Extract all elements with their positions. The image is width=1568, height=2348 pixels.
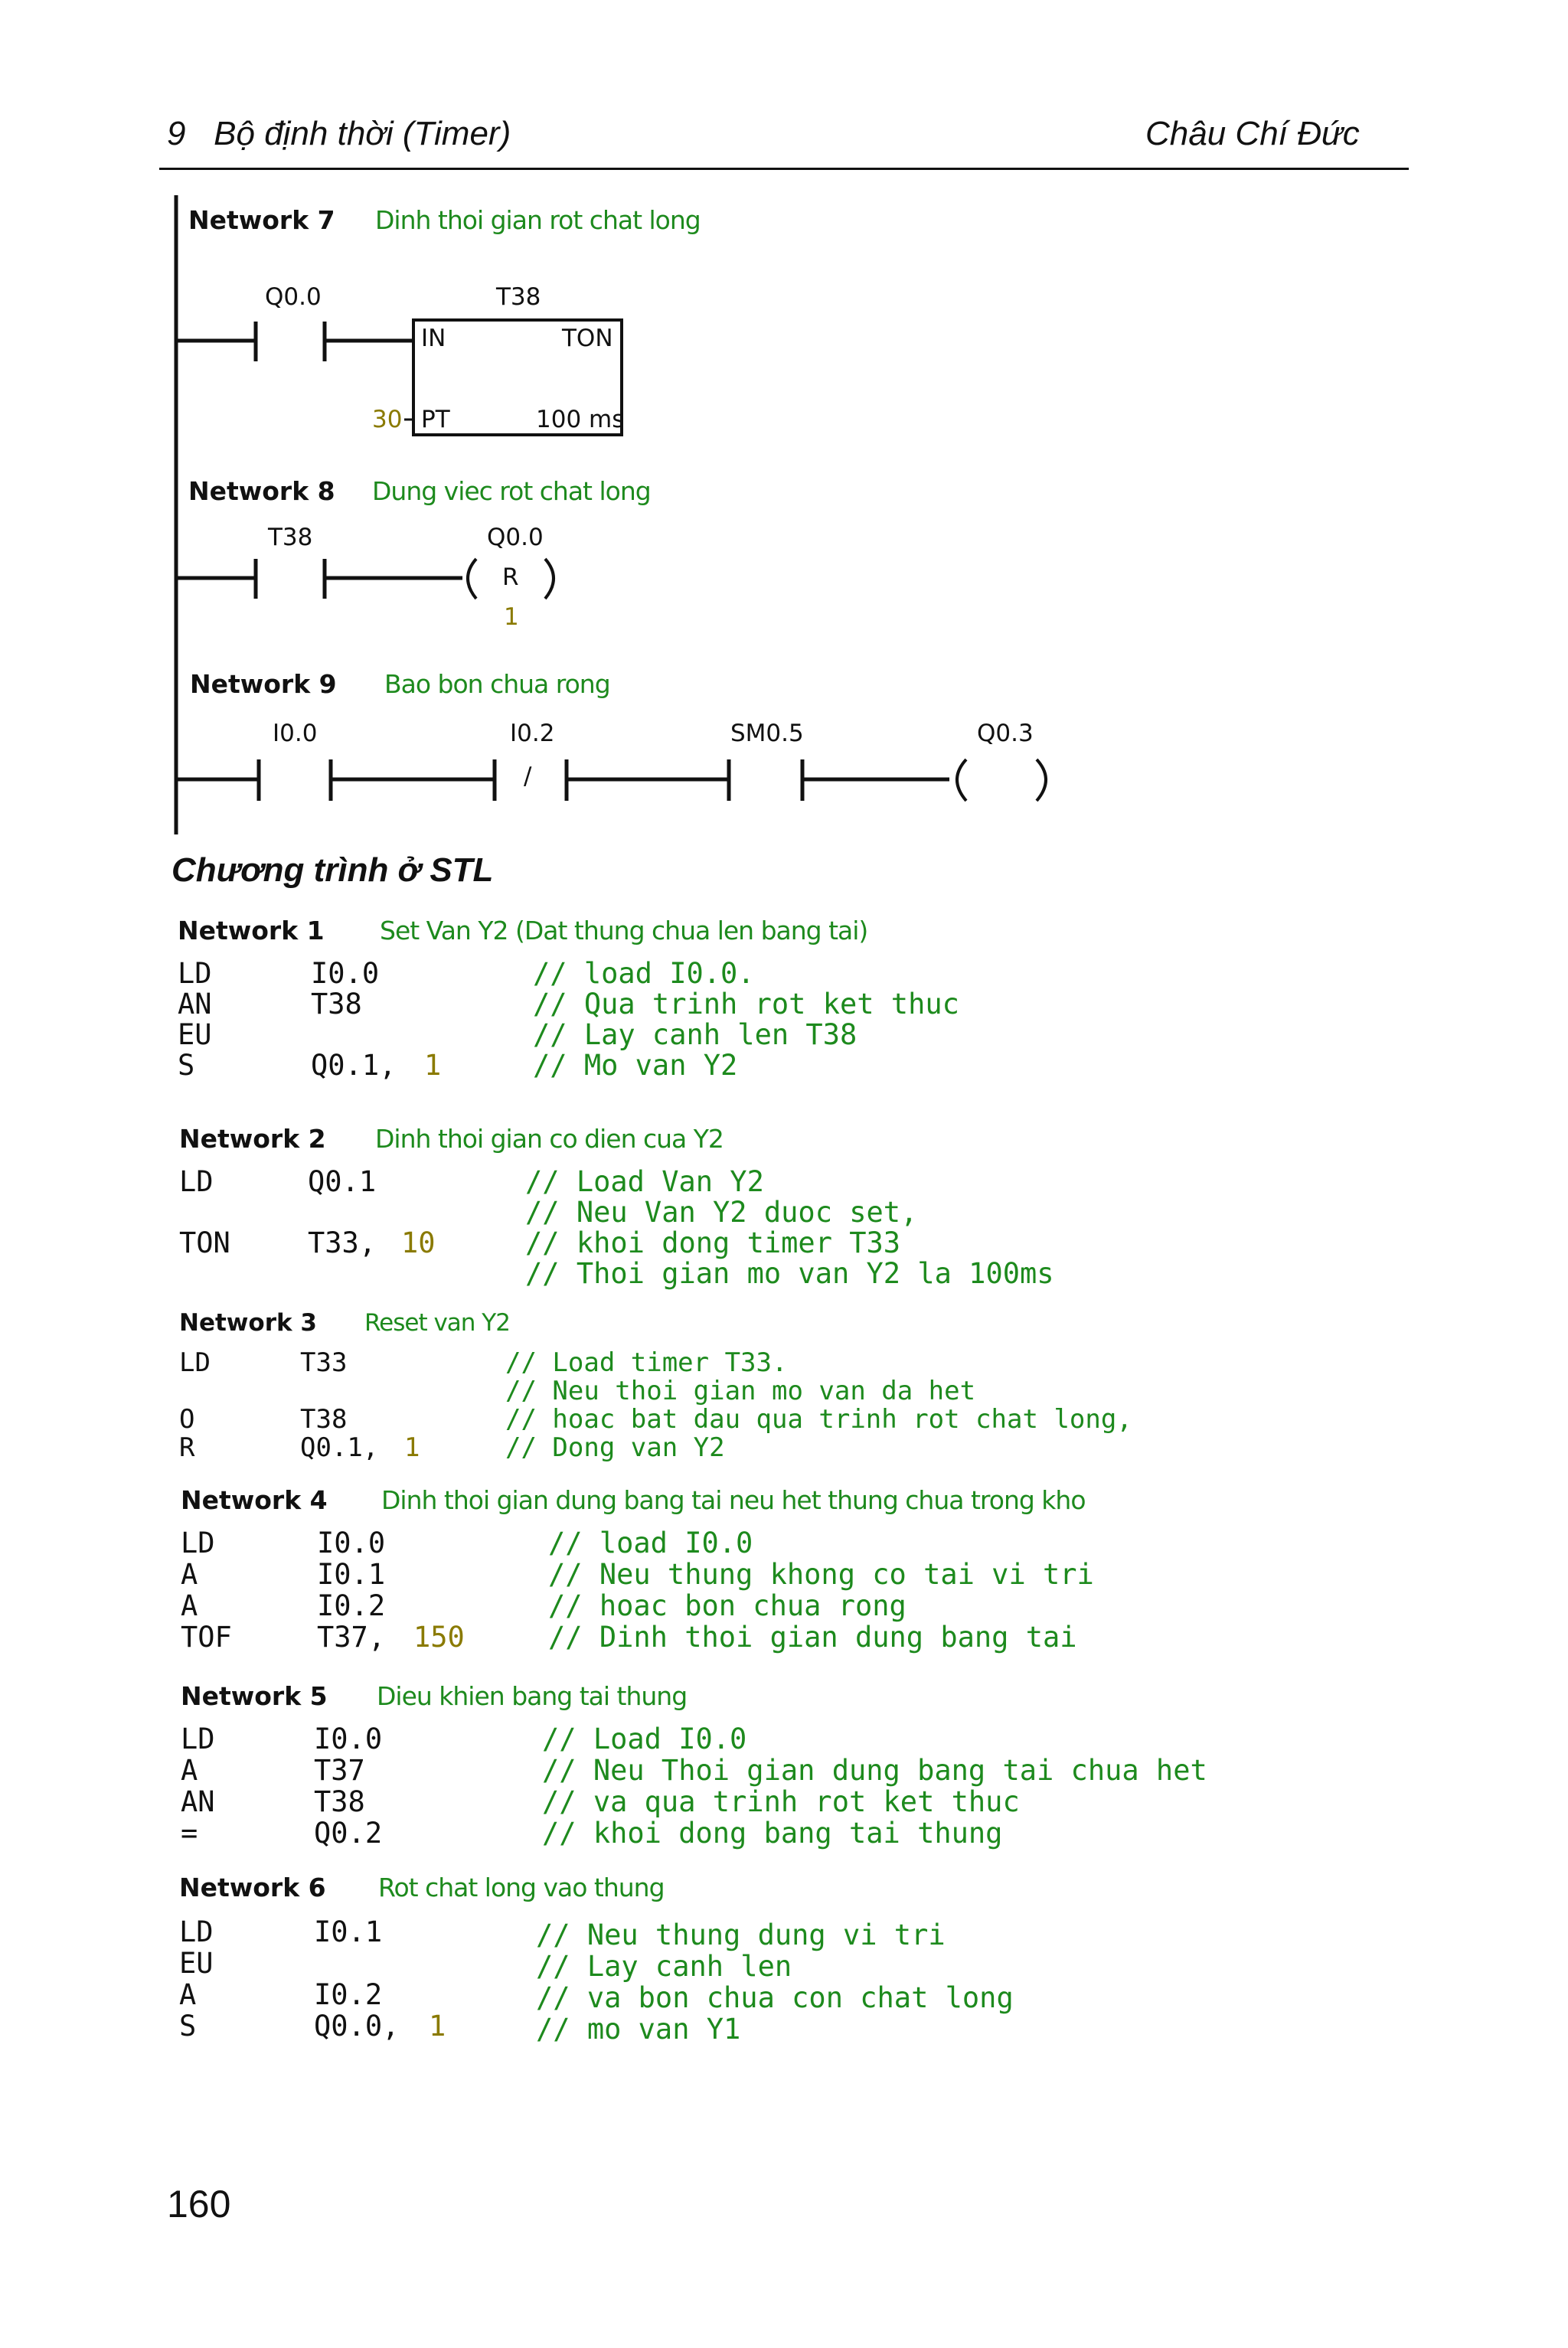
stl-op: EU xyxy=(178,1018,212,1051)
stl-op: A xyxy=(181,1558,198,1591)
stl-network-4-comment: Dinh thoi gian dung bang tai neu het thung chua trong kho xyxy=(381,1485,1086,1515)
stl-arg: Q0.1, xyxy=(300,1432,379,1463)
stl-op: AN xyxy=(178,988,212,1021)
stl-comment: // Dong van Y2 xyxy=(505,1432,725,1463)
stl-arg: T38 xyxy=(314,1785,365,1818)
stl-arg: T37, xyxy=(317,1621,386,1654)
stl-arg: T37 xyxy=(314,1754,365,1787)
timer-preset-value: 30 xyxy=(372,406,403,433)
stl-comment: // Load I0.0 xyxy=(542,1723,747,1755)
contact-t38: T38 xyxy=(268,524,313,551)
stl-arg: I0.2 xyxy=(317,1589,386,1622)
stl-op: LD xyxy=(178,957,212,990)
stl-number: 1 xyxy=(404,1432,420,1463)
stl-network-6-label: Network 6 xyxy=(179,1873,326,1902)
stl-comment: // va bon chua con chat long xyxy=(536,1981,1014,2014)
stl-op: TON xyxy=(179,1226,230,1259)
stl-number: 1 xyxy=(429,2010,446,2043)
contact-nc-symbol: / xyxy=(524,763,532,790)
stl-op: TOF xyxy=(181,1621,232,1654)
contact-i0-2: I0.2 xyxy=(510,720,555,747)
stl-comment: // Load timer T33. xyxy=(505,1347,788,1378)
stl-network-6-comment: Rot chat long vao thung xyxy=(378,1873,665,1902)
stl-arg: I0.2 xyxy=(314,1978,383,2011)
stl-op: LD xyxy=(181,1723,215,1755)
contact-sm0-5: SM0.5 xyxy=(730,720,804,747)
stl-number: 150 xyxy=(413,1621,465,1654)
running-header-left: 9 Bộ định thời (Timer) xyxy=(167,115,511,152)
page-number: 160 xyxy=(167,2183,231,2226)
stl-op: S xyxy=(179,2010,197,2043)
stl-op: = xyxy=(181,1817,198,1850)
timer-in-label: IN xyxy=(421,325,446,352)
timer-pt-label: PT xyxy=(421,406,450,433)
stl-number: 1 xyxy=(424,1049,442,1082)
stl-comment: // hoac bat dau qua trinh rot chat long, xyxy=(505,1404,1132,1435)
stl-op: A xyxy=(181,1589,198,1622)
stl-network-2-label: Network 2 xyxy=(179,1124,326,1154)
network-8-label: Network 8 xyxy=(188,476,335,506)
stl-arg: Q0.0, xyxy=(314,2010,400,2043)
stl-comment: // Load Van Y2 xyxy=(525,1165,764,1198)
stl-comment: // Lay canh len xyxy=(536,1950,792,1983)
network-7-label: Network 7 xyxy=(188,205,335,235)
stl-op: LD xyxy=(181,1527,215,1559)
stl-arg: I0.0 xyxy=(317,1527,386,1559)
network-8-comment: Dung viec rot chat long xyxy=(372,476,651,506)
stl-comment: // Mo van Y2 xyxy=(533,1049,738,1082)
coil-type-r: R xyxy=(502,563,519,591)
stl-comment: // khoi dong bang tai thung xyxy=(542,1817,1003,1850)
stl-network-3-comment: Reset van Y2 xyxy=(364,1309,510,1337)
timer-t38: T38 xyxy=(496,283,541,311)
stl-comment: // load I0.0 xyxy=(548,1527,753,1559)
stl-arg: T38 xyxy=(311,988,362,1021)
coil-q0-3: Q0.3 xyxy=(977,720,1034,747)
stl-comment: // Dinh thoi gian dung bang tai xyxy=(548,1621,1077,1654)
stl-network-3-label: Network 3 xyxy=(179,1309,317,1337)
stl-comment: // load I0.0. xyxy=(533,957,755,990)
stl-op: LD xyxy=(179,1347,211,1378)
stl-op: LD xyxy=(179,1165,214,1198)
coil-count: 1 xyxy=(504,603,519,631)
stl-network-5-comment: Dieu khien bang tai thung xyxy=(377,1681,688,1711)
stl-arg: T38 xyxy=(300,1404,348,1435)
stl-comment: // va qua trinh rot ket thuc xyxy=(542,1785,1020,1818)
stl-arg: Q0.1 xyxy=(308,1165,377,1198)
stl-comment: // hoac bon chua rong xyxy=(548,1589,906,1622)
stl-comment: // Neu thung dung vi tri xyxy=(536,1919,946,1951)
stl-op: LD xyxy=(179,1915,214,1948)
stl-arg: I0.0 xyxy=(314,1723,383,1755)
stl-arg: I0.1 xyxy=(314,1915,383,1948)
stl-arg: T33 xyxy=(300,1347,348,1378)
stl-comment: // mo van Y1 xyxy=(536,2013,741,2046)
stl-arg: Q0.1, xyxy=(311,1049,397,1082)
stl-network-1-comment: Set Van Y2 (Dat thung chua len bang tai) xyxy=(380,916,868,945)
coil-q0-0: Q0.0 xyxy=(487,524,544,551)
stl-op: A xyxy=(179,1978,197,2011)
stl-number: 10 xyxy=(401,1226,436,1259)
stl-op: AN xyxy=(181,1785,215,1818)
stl-network-4-label: Network 4 xyxy=(181,1485,328,1515)
timer-type-label: TON xyxy=(562,325,613,352)
stl-op: O xyxy=(179,1404,195,1435)
network-9-label: Network 9 xyxy=(190,669,337,699)
contact-i0-0: I0.0 xyxy=(273,720,318,747)
network-7-comment: Dinh thoi gian rot chat long xyxy=(375,205,701,235)
stl-comment: // Thoi gian mo van Y2 la 100ms xyxy=(525,1257,1054,1290)
timer-base-label: 100 ms xyxy=(536,406,625,433)
stl-comment: // Neu thoi gian mo van da het xyxy=(505,1376,976,1406)
running-header-right: Châu Chí Đức xyxy=(1145,115,1360,152)
stl-op: S xyxy=(178,1049,195,1082)
stl-section-title: Chương trình ở STL xyxy=(172,851,494,889)
stl-arg: I0.1 xyxy=(317,1558,386,1591)
stl-comment: // Neu thung khong co tai vi tri xyxy=(548,1558,1094,1591)
stl-comment: // Neu Van Y2 duoc set, xyxy=(525,1196,918,1229)
stl-comment: // khoi dong timer T33 xyxy=(525,1226,901,1259)
stl-comment: // Lay canh len T38 xyxy=(533,1018,858,1051)
stl-network-5-label: Network 5 xyxy=(181,1681,328,1711)
stl-network-1-label: Network 1 xyxy=(178,916,325,945)
stl-arg: I0.0 xyxy=(311,957,380,990)
network-9-comment: Bao bon chua rong xyxy=(384,669,610,699)
stl-arg: Q0.2 xyxy=(314,1817,383,1850)
stl-op: R xyxy=(179,1432,195,1463)
stl-comment: // Qua trinh rot ket thuc xyxy=(533,988,959,1021)
stl-comment: // Neu Thoi gian dung bang tai chua het xyxy=(542,1754,1207,1787)
contact-q0-0: Q0.0 xyxy=(265,283,322,311)
stl-network-2-comment: Dinh thoi gian co dien cua Y2 xyxy=(375,1124,724,1154)
stl-op: EU xyxy=(179,1947,214,1980)
stl-arg: T33, xyxy=(308,1226,377,1259)
stl-op: A xyxy=(181,1754,198,1787)
